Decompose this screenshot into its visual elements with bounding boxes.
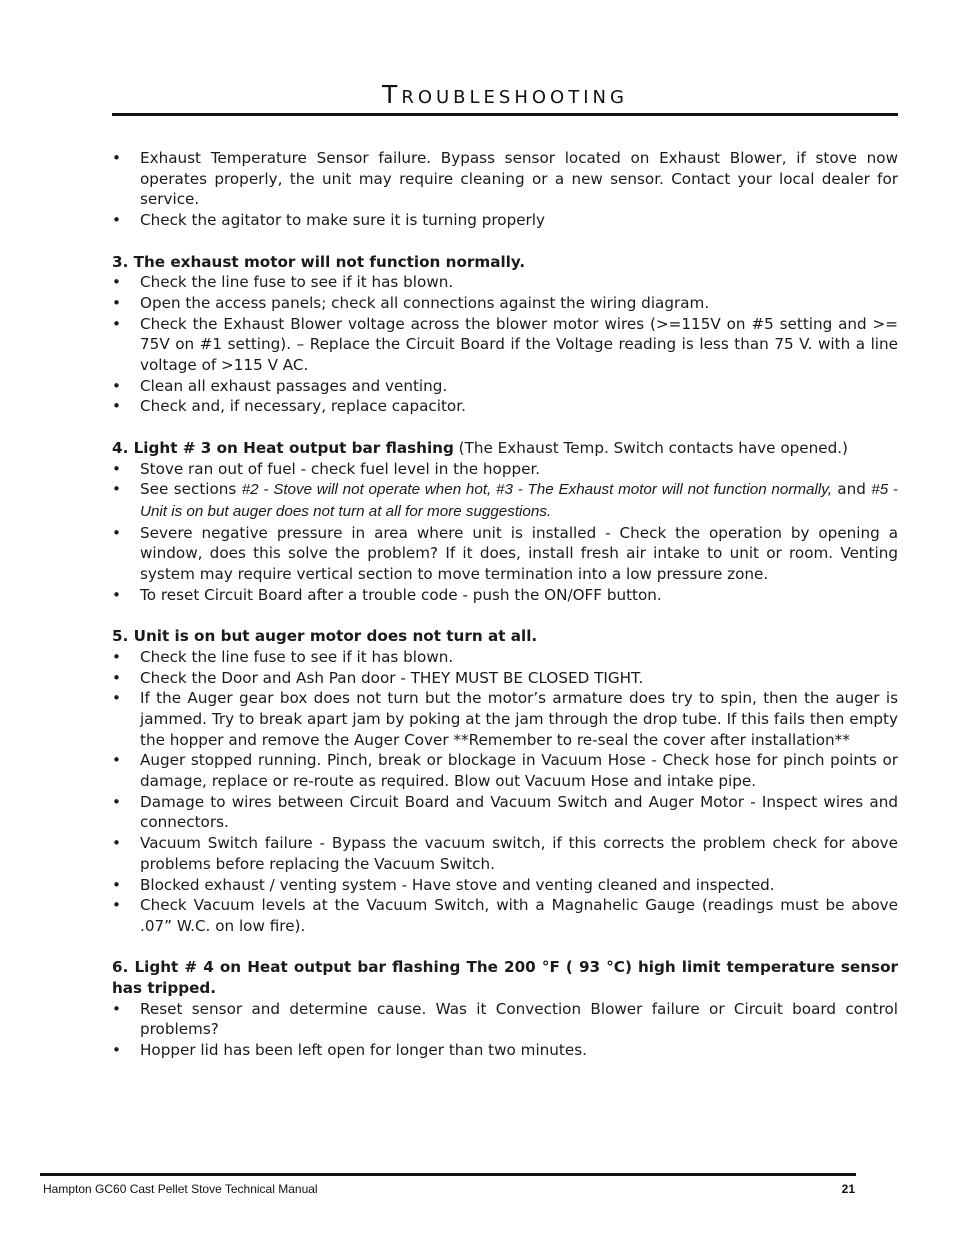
bullet: • [112, 647, 121, 666]
spacer [112, 937, 898, 958]
section-3-list [112, 272, 898, 417]
list-item: • Check the Door and Ash Pan door - THEY MUST BE CLOSED TIGHT. [112, 668, 644, 687]
bullet: • [112, 211, 121, 230]
bullet: • [112, 689, 121, 708]
list-item: • Check the agitator to make sure it is turning properly [112, 211, 546, 230]
list-item: • Damage to wires between Circuit Board and Vacuum Switch and Auger Motor - Inspect wires and connectors. [112, 792, 898, 832]
section-5-list [112, 647, 898, 937]
section-6-heading: 6. Light # 4 on Heat output bar flashing The 200 °F ( 93 °C) high limit temperature sensor has tripped. [112, 958, 898, 998]
footer-rule [40, 1173, 856, 1176]
bullet: • [112, 314, 121, 333]
section-3-heading: 3. The exhaust motor will not function normally. [112, 252, 526, 271]
section-4-list [112, 459, 898, 606]
footer-page-number: 21 [841, 1182, 855, 1196]
section-4-heading-note: (The Exhaust Temp. Switch contacts have opened.) [453, 438, 848, 457]
list-item: • To reset Circuit Board after a trouble code - push the ON/OFF button. [112, 585, 662, 604]
bullet: • [112, 273, 121, 292]
bullet: • [112, 523, 121, 542]
bullet: • [112, 1041, 121, 1060]
spacer [112, 605, 898, 626]
list-item: • Blocked exhaust / venting system - Have stove and venting cleaned and inspected. [112, 875, 775, 894]
list-item: • Stove ran out of fuel - check fuel level in the hopper. [112, 459, 541, 478]
bullet: • [112, 875, 121, 894]
list-item: • Check the Exhaust Blower voltage across the blower motor wires (>=115V on #5 setting and >= 75V on #1 setting). – Replace the Circuit Board if the Voltage reading is less than 75 V. with a line voltage of >115 V AC. [112, 314, 898, 375]
bullet: • [112, 792, 121, 811]
footer-manual-title: Hampton GC60 Cast Pellet Stove Technical Manual [43, 1182, 318, 1196]
document-body [112, 148, 898, 1061]
bullet: • [112, 376, 121, 395]
section-4-heading: 4. Light # 3 on Heat output bar flashing (The Exhaust Temp. Switch contacts have opened.) [112, 438, 848, 457]
bullet: • [112, 751, 121, 770]
list-item: • Reset sensor and determine cause. Was it Convection Blower failure or Circuit board control problems? [112, 999, 898, 1039]
bullet: • [112, 999, 121, 1018]
section-reference: #2 - Stove will not operate when hot, #3 - The Exhaust motor will not function normally, [241, 481, 832, 499]
list-item: • Exhaust Temperature Sensor failure. Bypass sensor located on Exhaust Blower, if stove now operates properly, the unit may require cleaning or a new sensor. Contact your local dealer for service. [112, 149, 898, 209]
bullet: • [112, 293, 121, 312]
title-rule [112, 113, 898, 116]
bullet: • [112, 459, 121, 478]
list-item: • See sections #2 - Stove will not operate when hot, #3 - The Exhaust motor will not function normally, and #5 - Unit is on but auger does not turn at all for more suggestions. [112, 480, 898, 520]
list-item: • Vacuum Switch failure - Bypass the vacuum switch, if this corrects the problem check for above problems before replacing the Vacuum Switch. [112, 834, 898, 873]
spacer [112, 417, 898, 438]
section-reference: #5 - Unit is on but auger does not turn at all for more suggestions. [140, 481, 898, 520]
list-item: • Auger stopped running. Pinch, break or blockage in Vacuum Hose - Check hose for pinch points or damage, replace or re-route as required. Blow out Vacuum Hose and intake pipe. [112, 751, 898, 791]
list-item: • If the Auger gear box does not turn but the motor’s armature does try to spin, then the auger is jammed. Try to break apart jam by poking at the jam through the drop tube. If this fails then empty the hopper and remove the Auger Cover **Remember to re-seal the cover after installation** [112, 689, 898, 749]
list-item: • Check the line fuse to see if it has blown. [112, 647, 454, 666]
page-header [112, 78, 898, 112]
list-item: • Severe negative pressure in area where unit is installed - Check the operation by opening a window, does this solve the problem? If it does, install fresh air intake to unit or room. Venting system may require vertical section to move termination into a low pressure zone. [112, 523, 898, 584]
page-title: Troubleshooting [382, 80, 628, 109]
section-5-heading: 5. Unit is on but auger motor does not turn at all. [112, 627, 538, 646]
section-6-list [112, 999, 898, 1061]
list-item: • Check Vacuum levels at the Vacuum Switch, with a Magnahelic Gauge (readings must be above .07” W.C. on low fire). [112, 896, 898, 935]
bullet: • [112, 149, 121, 167]
bullet: • [112, 480, 121, 499]
bullet: • [112, 668, 121, 687]
bullet: • [112, 585, 121, 604]
list-item: • Check the line fuse to see if it has blown. [112, 273, 454, 292]
bullet: • [112, 896, 121, 915]
bullet: • [112, 834, 121, 853]
spacer [112, 231, 898, 252]
list-item: • Check and, if necessary, replace capacitor. [112, 397, 466, 416]
list-item: • Clean all exhaust passages and venting. [112, 376, 448, 395]
list-item: • Open the access panels; check all connections against the wiring diagram. [112, 293, 710, 312]
intro-list [112, 148, 898, 231]
bullet: • [112, 397, 121, 416]
list-item: • Hopper lid has been left open for longer than two minutes. [112, 1041, 587, 1060]
